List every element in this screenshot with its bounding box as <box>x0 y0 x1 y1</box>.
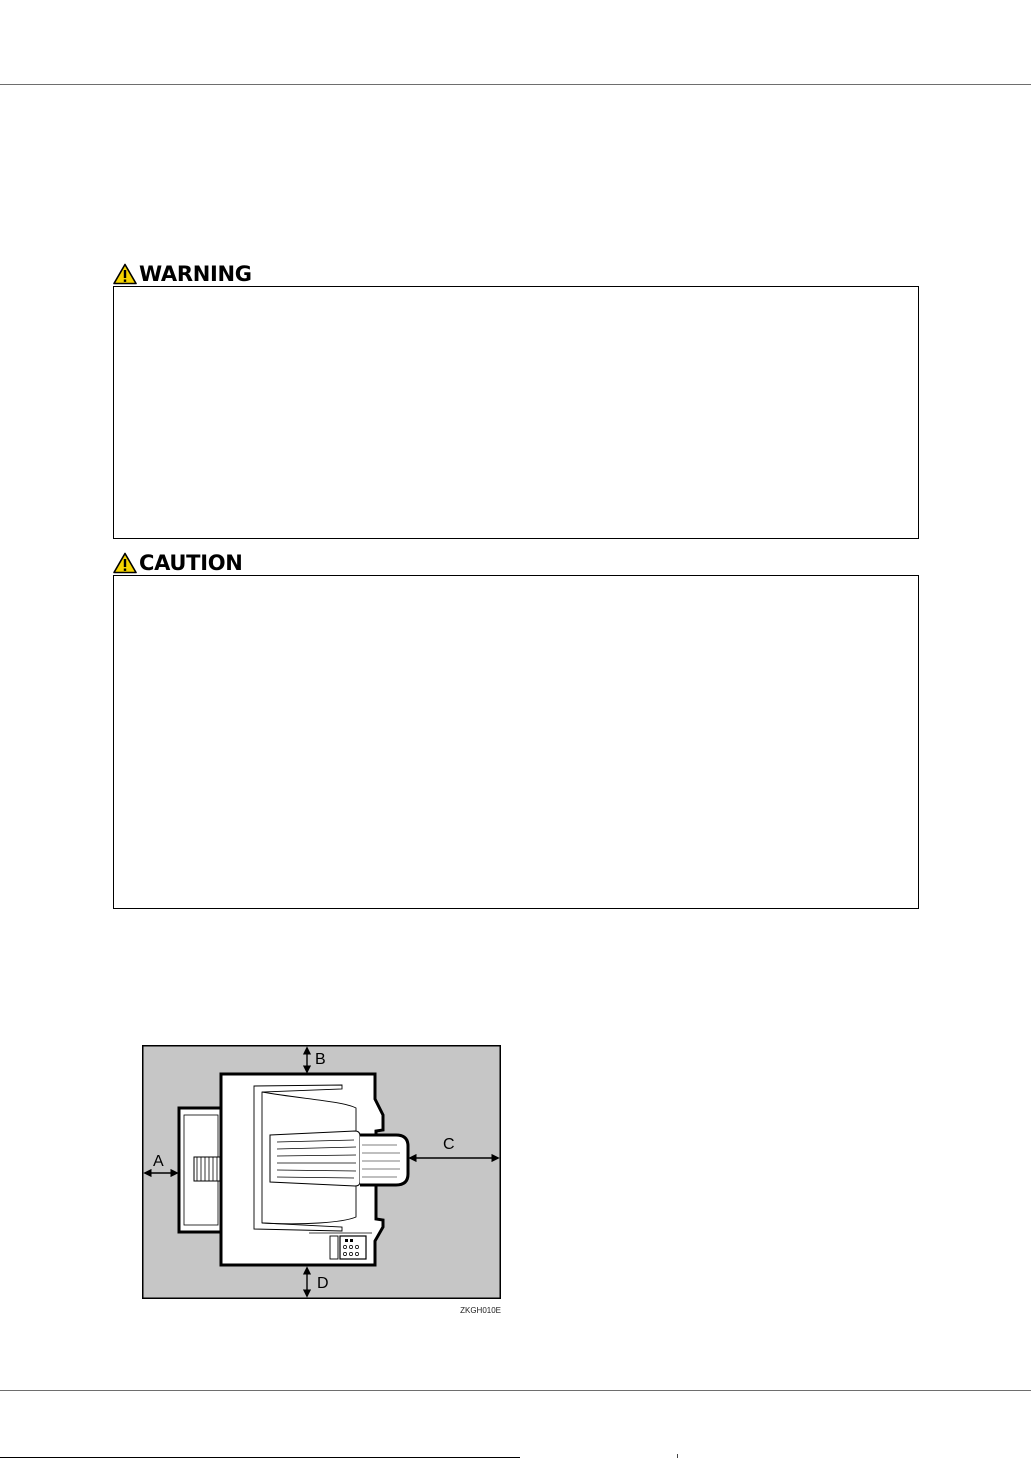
warning-triangle-icon <box>113 263 137 285</box>
printer-top-view-illustration <box>142 1045 501 1299</box>
clearance-label-a: A <box>153 1153 164 1170</box>
warning-label: WARNING <box>139 262 252 286</box>
footer-line <box>0 1457 520 1458</box>
figure-code: ZKGH010E <box>460 1306 501 1315</box>
footer-rule <box>0 1390 1031 1391</box>
caution-box <box>113 575 919 909</box>
caution-label: CAUTION <box>139 551 243 575</box>
warning-box <box>113 286 919 539</box>
clearance-label-d: D <box>317 1275 329 1292</box>
clearance-label-c: C <box>443 1136 455 1153</box>
footer-tick <box>677 1454 678 1458</box>
warning-heading <box>113 262 252 286</box>
printer-clearance-figure <box>142 1045 501 1299</box>
caution-triangle-icon <box>113 552 137 574</box>
clearance-label-b: B <box>315 1051 326 1068</box>
caution-heading <box>113 551 243 575</box>
header-rule <box>0 84 1031 85</box>
